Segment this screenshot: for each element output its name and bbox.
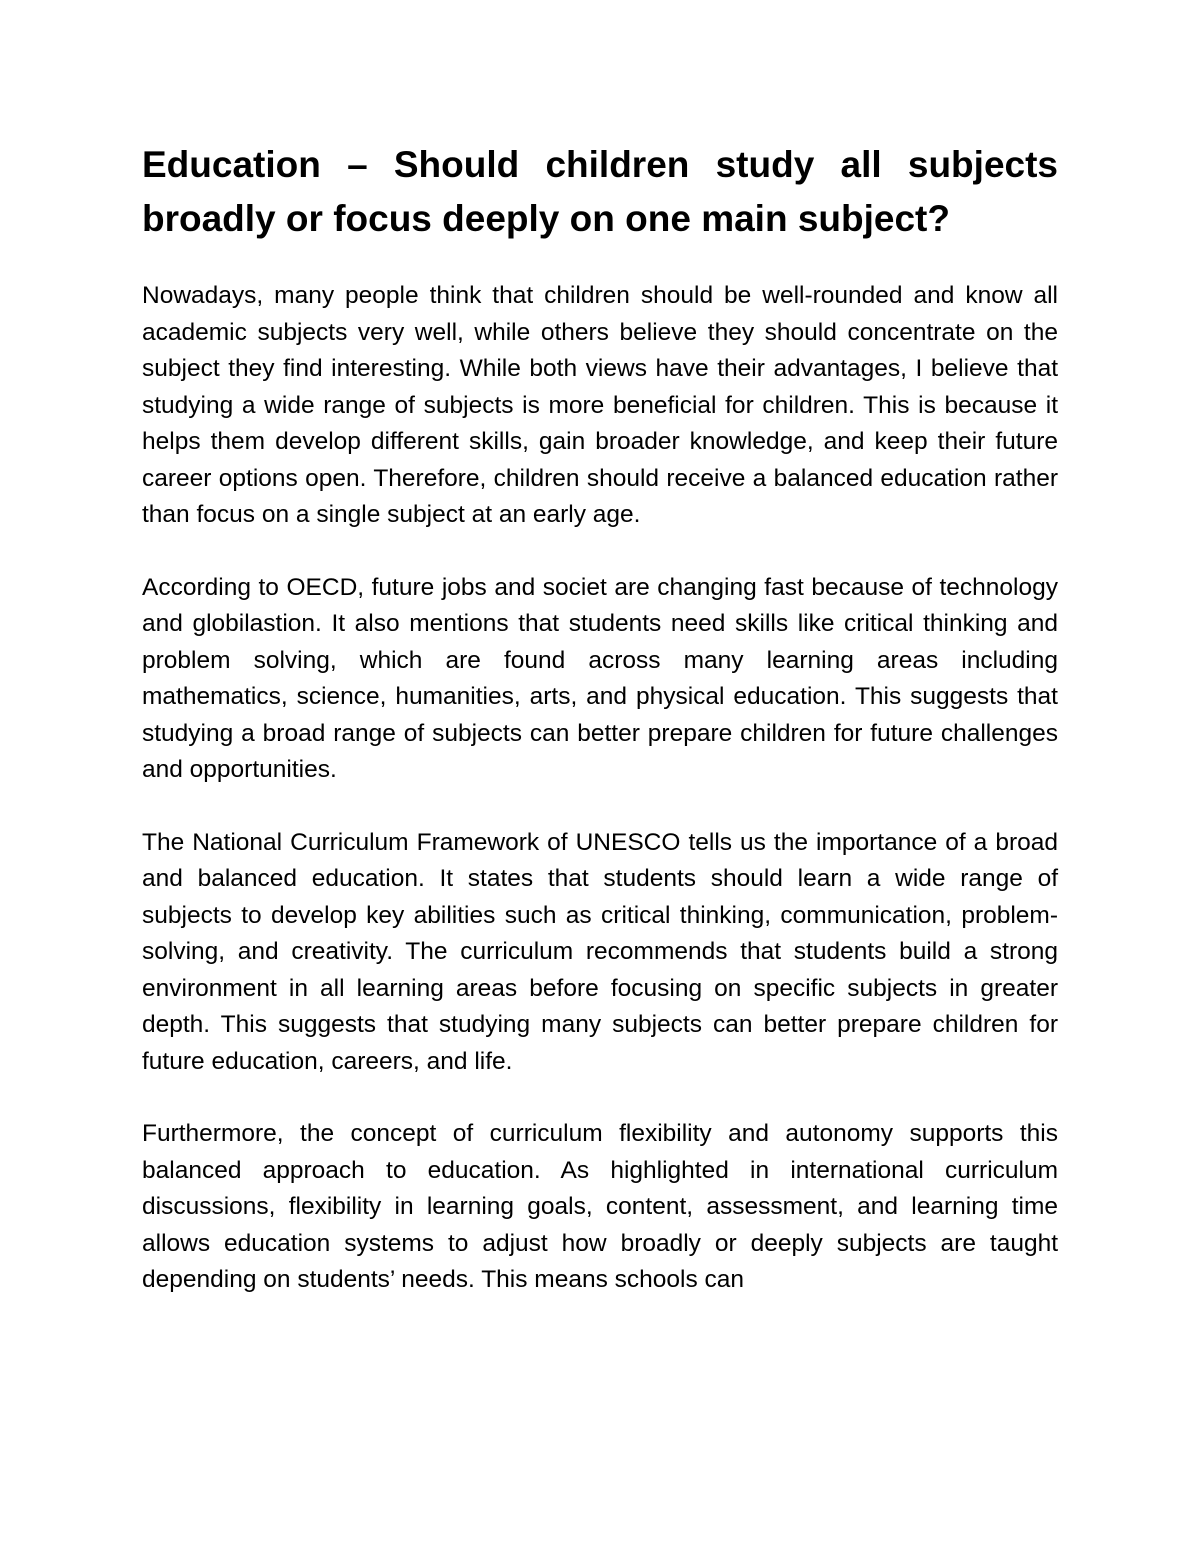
paragraph-unesco: The National Curriculum Framework of UNESCO tells us the importance of a broad and balanced education. It states that students should learn a wide range of subjects to develop key abilities such as critical thinking, communication, problem-solving, and creativity. The curriculum recommends that students build a strong environment in all learning areas before focusing on specific subjects in greater depth. This suggests that studying many subjects can better prepare children for future education, careers, and life. bbox=[142, 828, 1058, 1075]
document-title: Education – Should children study all subjects broadly or focus deeply on one main subject? bbox=[142, 144, 1058, 239]
document-body bbox=[142, 138, 1058, 1299]
paragraph-flexibility: Furthermore, the concept of curriculum flexibility and autonomy supports this balanced approach to education. As highlighted in international curriculum discussions, flexibility in learning goals, content, assessment, and learning time allows education systems to adjust how broadly or deeply subjects are taught depending on students’ needs. This means schools can bbox=[142, 1120, 1058, 1293]
paragraph-oecd: According to OECD, future jobs and societ are changing fast because of technology and globilastion. It also mentions that students need skills like critical thinking and problem solving, which are found across many learning areas including mathematics, science, humanities, arts, and physical education. This suggests that studying a broad range of subjects can better prepare children for future challenges and opportunities. bbox=[142, 573, 1058, 783]
paragraph-introduction: Nowadays, many people think that children should be well-rounded and know all academic subjects very well, while others believe they should concentrate on the subject they find interesting. While both views have their advantages, I believe that studying a wide range of subjects is more beneficial for children. This is because it helps them develop different skills, gain broader knowledge, and keep their future career options open. Therefore, children should receive a balanced education rather than focus on a single subject at an early age. bbox=[142, 282, 1058, 528]
